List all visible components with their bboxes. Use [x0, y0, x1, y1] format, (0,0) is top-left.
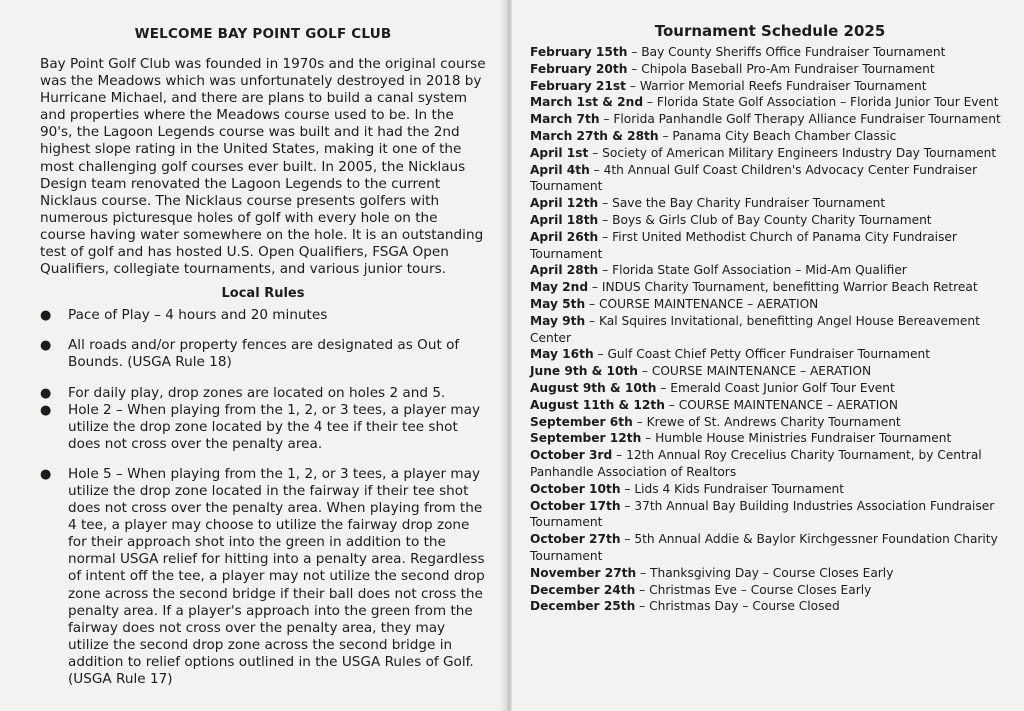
event-item: February 15th – Bay County Sheriffs Office Fundraiser Tournament — [530, 45, 946, 59]
event-item: May 16th – Gulf Coast Chief Petty Officer Fundraiser Tournament — [530, 347, 930, 362]
event-item: October 17th – 37th Annual Bay Building Industries Association Fundraiser Tournament — [530, 498, 995, 530]
event-description: Christmas Eve – Course Closes Early — [649, 582, 872, 597]
event-description: Emerald Coast Junior Golf Tour Event — [670, 380, 895, 395]
event-date: September 12th — [530, 431, 642, 446]
event-date: November 27th — [530, 565, 637, 580]
event-description: Florida State Golf Association – Mid-Am Qualifier — [612, 263, 907, 278]
event-item: March 1st & 2nd – Florida State Golf Association – Florida Junior Tour Event — [530, 95, 999, 110]
event-date: June 9th & 10th — [530, 364, 638, 379]
bullet-icon: ● — [40, 402, 52, 418]
event-description: Save the Bay Charity Fundraiser Tournament — [612, 196, 886, 211]
event-date: February 21st — [530, 78, 626, 93]
bullet-icon: ● — [40, 385, 52, 401]
event-date: April 12th — [530, 196, 599, 211]
event-item: June 9th & 10th – COURSE MAINTENANCE – AERATION — [530, 364, 872, 379]
event-date: October 10th — [530, 481, 621, 496]
event-date: August 11th & 12th — [530, 397, 665, 412]
rule-text: For daily play, drop zones are located on holes 2 and 5. — [68, 384, 446, 401]
event-item: February 20th – Chipola Baseball Pro-Am Fundraiser Tournament — [530, 61, 935, 76]
event-description: Chipola Baseball Pro-Am Fundraiser Tournament — [641, 61, 935, 76]
event-item: May 5th – COURSE MAINTENANCE – AERATION — [530, 296, 819, 311]
event-date: May 16th — [530, 347, 594, 362]
event-description: COURSE MAINTENANCE – AERATION — [651, 364, 872, 379]
event-item: August 11th & 12th – COURSE MAINTENANCE – AERATION — [530, 397, 899, 412]
event-description: Boys & Girls Club of Bay County Charity Tournament — [612, 212, 932, 227]
event-description: Panama City Beach Chamber Classic — [672, 128, 897, 143]
event-item: October 3rd – 12th Annual Roy Crecelius Charity Tournament, by Central Panhandle Association of Realtors — [530, 448, 982, 479]
welcome-title: WELCOME BAY POINT GOLF CLUB — [134, 26, 392, 42]
event-item: May 2nd – INDUS Charity Tournament, benefitting Warrior Beach Retreat — [530, 280, 978, 295]
bullet-icon: ● — [40, 308, 52, 324]
event-date: March 1st & 2nd — [530, 95, 644, 110]
event-description: COURSE MAINTENANCE – AERATION — [678, 397, 899, 412]
rule-text: All roads and/or property fences are designated as Out of Bounds. (USGA Rule 18) — [68, 337, 460, 371]
event-date: August 9th & 10th — [530, 380, 657, 395]
event-date: May 2nd — [530, 280, 589, 295]
event-item: December 25th – Christmas Day – Course Closed — [530, 599, 840, 614]
tournament-list — [530, 44, 1010, 615]
local-rule-drop-zones — [40, 385, 486, 402]
event-description: Warrior Memorial Reefs Fundraiser Tournament — [639, 78, 927, 93]
event-description: COURSE MAINTENANCE – AERATION — [599, 296, 819, 311]
event-date: May 9th — [530, 313, 586, 328]
tournament-schedule-title: Tournament Schedule 2025 — [654, 22, 886, 40]
event-item: October 10th – Lids 4 Kids Fundraiser Tournament — [530, 481, 844, 496]
event-item: April 26th – First United Methodist Church of Panama City Fundraiser Tournament — [530, 229, 957, 261]
left-page — [0, 0, 506, 711]
rule-spacer — [40, 453, 486, 466]
event-description: 37th Annual Bay Building Industries Association Fundraiser Tournament — [530, 498, 995, 530]
event-date: April 28th — [530, 263, 599, 278]
local-rule-pace-of-play — [40, 307, 486, 324]
event-item: September 12th – Humble House Ministries Fundraiser Tournament — [530, 431, 952, 446]
local-rules-title: Local Rules — [221, 286, 305, 302]
event-item: August 9th & 10th – Emerald Coast Junior Golf Tour Event — [530, 380, 895, 395]
event-date: September 6th — [530, 414, 633, 429]
right-page — [512, 0, 1024, 711]
event-item: December 24th – Christmas Eve – Course Closes Early — [530, 582, 872, 597]
event-item: November 27th – Thanksgiving Day – Course Closes Early — [530, 565, 894, 580]
event-date: April 4th — [530, 162, 590, 177]
event-description: Lids 4 Kids Fundraiser Tournament — [634, 481, 844, 496]
event-description: Florida State Golf Association – Florida Junior Tour Event — [656, 95, 999, 110]
event-date: December 25th — [530, 599, 636, 614]
event-date: February 15th — [530, 45, 628, 59]
club-history-paragraph: Bay Point Golf Club was founded in 1970s and the original course was the Meadows which was unfortunately destroyed in 2018 by Hurricane Michael, and there are plans to build a canal system and properties where the Meadows course used to be. In the 90's, the Lagoon Legends course was built and it had the 2nd highest slope rating in the United States, making it one of the most challenging golf courses ever built. In 2005, the Nicklaus Design team renovated the Lagoon Legends to the current Nicklaus course. The Nicklaus course presents golfers with numerous picturesque holes of golf with every hole on the course having water somewhere on the hole. It is an outstanding test of golf and has hosted U.S. Open Qualifiers, FSGA Open Qualifiers, collegiate tournaments, and various junior tours. — [40, 56, 486, 278]
event-item: April 18th – Boys & Girls Club of Bay County Charity Tournament — [530, 212, 932, 227]
event-item: April 28th – Florida State Golf Association – Mid-Am Qualifier — [530, 263, 907, 278]
rule-text: Hole 2 – When playing from the 1, 2, or 3 tees, a player may utilize the drop zone located by the 4 tee if their tee shot does not cross over the penalty area. — [68, 401, 481, 452]
local-rule-out-of-bounds — [40, 337, 486, 371]
event-date: April 26th — [530, 229, 599, 244]
local-rule-hole-2 — [40, 402, 486, 453]
event-description: Humble House Ministries Fundraiser Tournament — [655, 431, 952, 446]
event-item: April 1st – Society of American Military Engineers Industry Day Tournament — [530, 145, 997, 160]
local-rule-hole-5 — [40, 466, 486, 688]
event-date: April 1st — [530, 145, 589, 160]
event-date: October 27th — [530, 532, 621, 547]
event-description: First United Methodist Church of Panama City Fundraiser Tournament — [530, 229, 957, 261]
event-description: 4th Annual Gulf Coast Children's Advocacy Center Fundraiser Tournament — [530, 162, 978, 194]
event-description: Bay County Sheriffs Office Fundraiser Tournament — [641, 45, 946, 59]
event-item: March 27th & 28th – Panama City Beach Chamber Classic — [530, 128, 897, 143]
event-description: Krewe of St. Andrews Charity Tournament — [646, 414, 901, 429]
event-item: March 7th – Florida Panhandle Golf Therapy Alliance Fundraiser Tournament — [530, 112, 1001, 127]
event-description: 12th Annual Roy Crecelius Charity Tournament, by Central Panhandle Association of Realtors — [530, 448, 982, 479]
event-item: May 9th – Kal Squires Invitational, benefitting Angel House Bereavement Center — [530, 313, 980, 345]
event-description: Kal Squires Invitational, benefitting Angel House Bereavement Center — [530, 313, 980, 345]
event-date: February 20th — [530, 61, 628, 76]
rule-text: Hole 5 – When playing from the 1, 2, or 3 tees, a player may utilize the drop zone located in the fairway if their tee shot does not cross over the penalty area. When playing from the 4 tee, a player may choose to utilize the fairway drop zone for their approach shot into the green in addition to the normal USGA relief for hitting into a penalty area. Regardless of intent off the tee, a player may not utilize the second drop zone across the second bridge if their ball does not cross the penalty area. If a player's approach into the green from the fairway does not cross over the penalty area, they may utilize the second drop zone across the second bridge in addition to relief options outlined in the USGA Rules of Golf. (USGA Rule 17) — [68, 465, 485, 687]
event-date: March 7th — [530, 112, 600, 127]
event-description: 5th Annual Addie & Baylor Kirchgessner Foundation Charity Tournament — [530, 532, 998, 563]
event-date: December 24th — [530, 582, 636, 597]
event-description: Society of American Military Engineers Industry Day Tournament — [602, 145, 997, 160]
bullet-icon: ● — [40, 466, 52, 482]
event-date: March 27th & 28th — [530, 128, 659, 143]
event-description: INDUS Charity Tournament, benefitting Warrior Beach Retreat — [601, 280, 978, 295]
event-date: October 3rd — [530, 448, 613, 463]
rule-text: Pace of Play – 4 hours and 20 minutes — [68, 307, 328, 324]
event-description: Thanksgiving Day – Course Closes Early — [650, 565, 894, 580]
event-date: May 5th — [530, 296, 586, 311]
local-rules-list — [40, 307, 486, 688]
event-description: Gulf Coast Chief Petty Officer Fundraiser Tournament — [607, 347, 930, 362]
rule-spacer — [40, 324, 486, 337]
event-item: February 21st – Warrior Memorial Reefs Fundraiser Tournament — [530, 78, 927, 93]
event-date: April 18th — [530, 212, 599, 227]
event-date: October 17th — [530, 498, 621, 513]
event-description: Christmas Day – Course Closed — [649, 599, 840, 614]
event-item: April 12th – Save the Bay Charity Fundraiser Tournament — [530, 196, 886, 211]
event-description: Florida Panhandle Golf Therapy Alliance Fundraiser Tournament — [613, 112, 1001, 127]
event-item: September 6th – Krewe of St. Andrews Charity Tournament — [530, 414, 901, 429]
event-item: April 4th – 4th Annual Gulf Coast Children's Advocacy Center Fundraiser Tournament — [530, 162, 978, 194]
bullet-icon: ● — [40, 338, 52, 354]
event-item: October 27th – 5th Annual Addie & Baylor Kirchgessner Foundation Charity Tournament — [530, 532, 998, 563]
rule-spacer — [40, 372, 486, 385]
